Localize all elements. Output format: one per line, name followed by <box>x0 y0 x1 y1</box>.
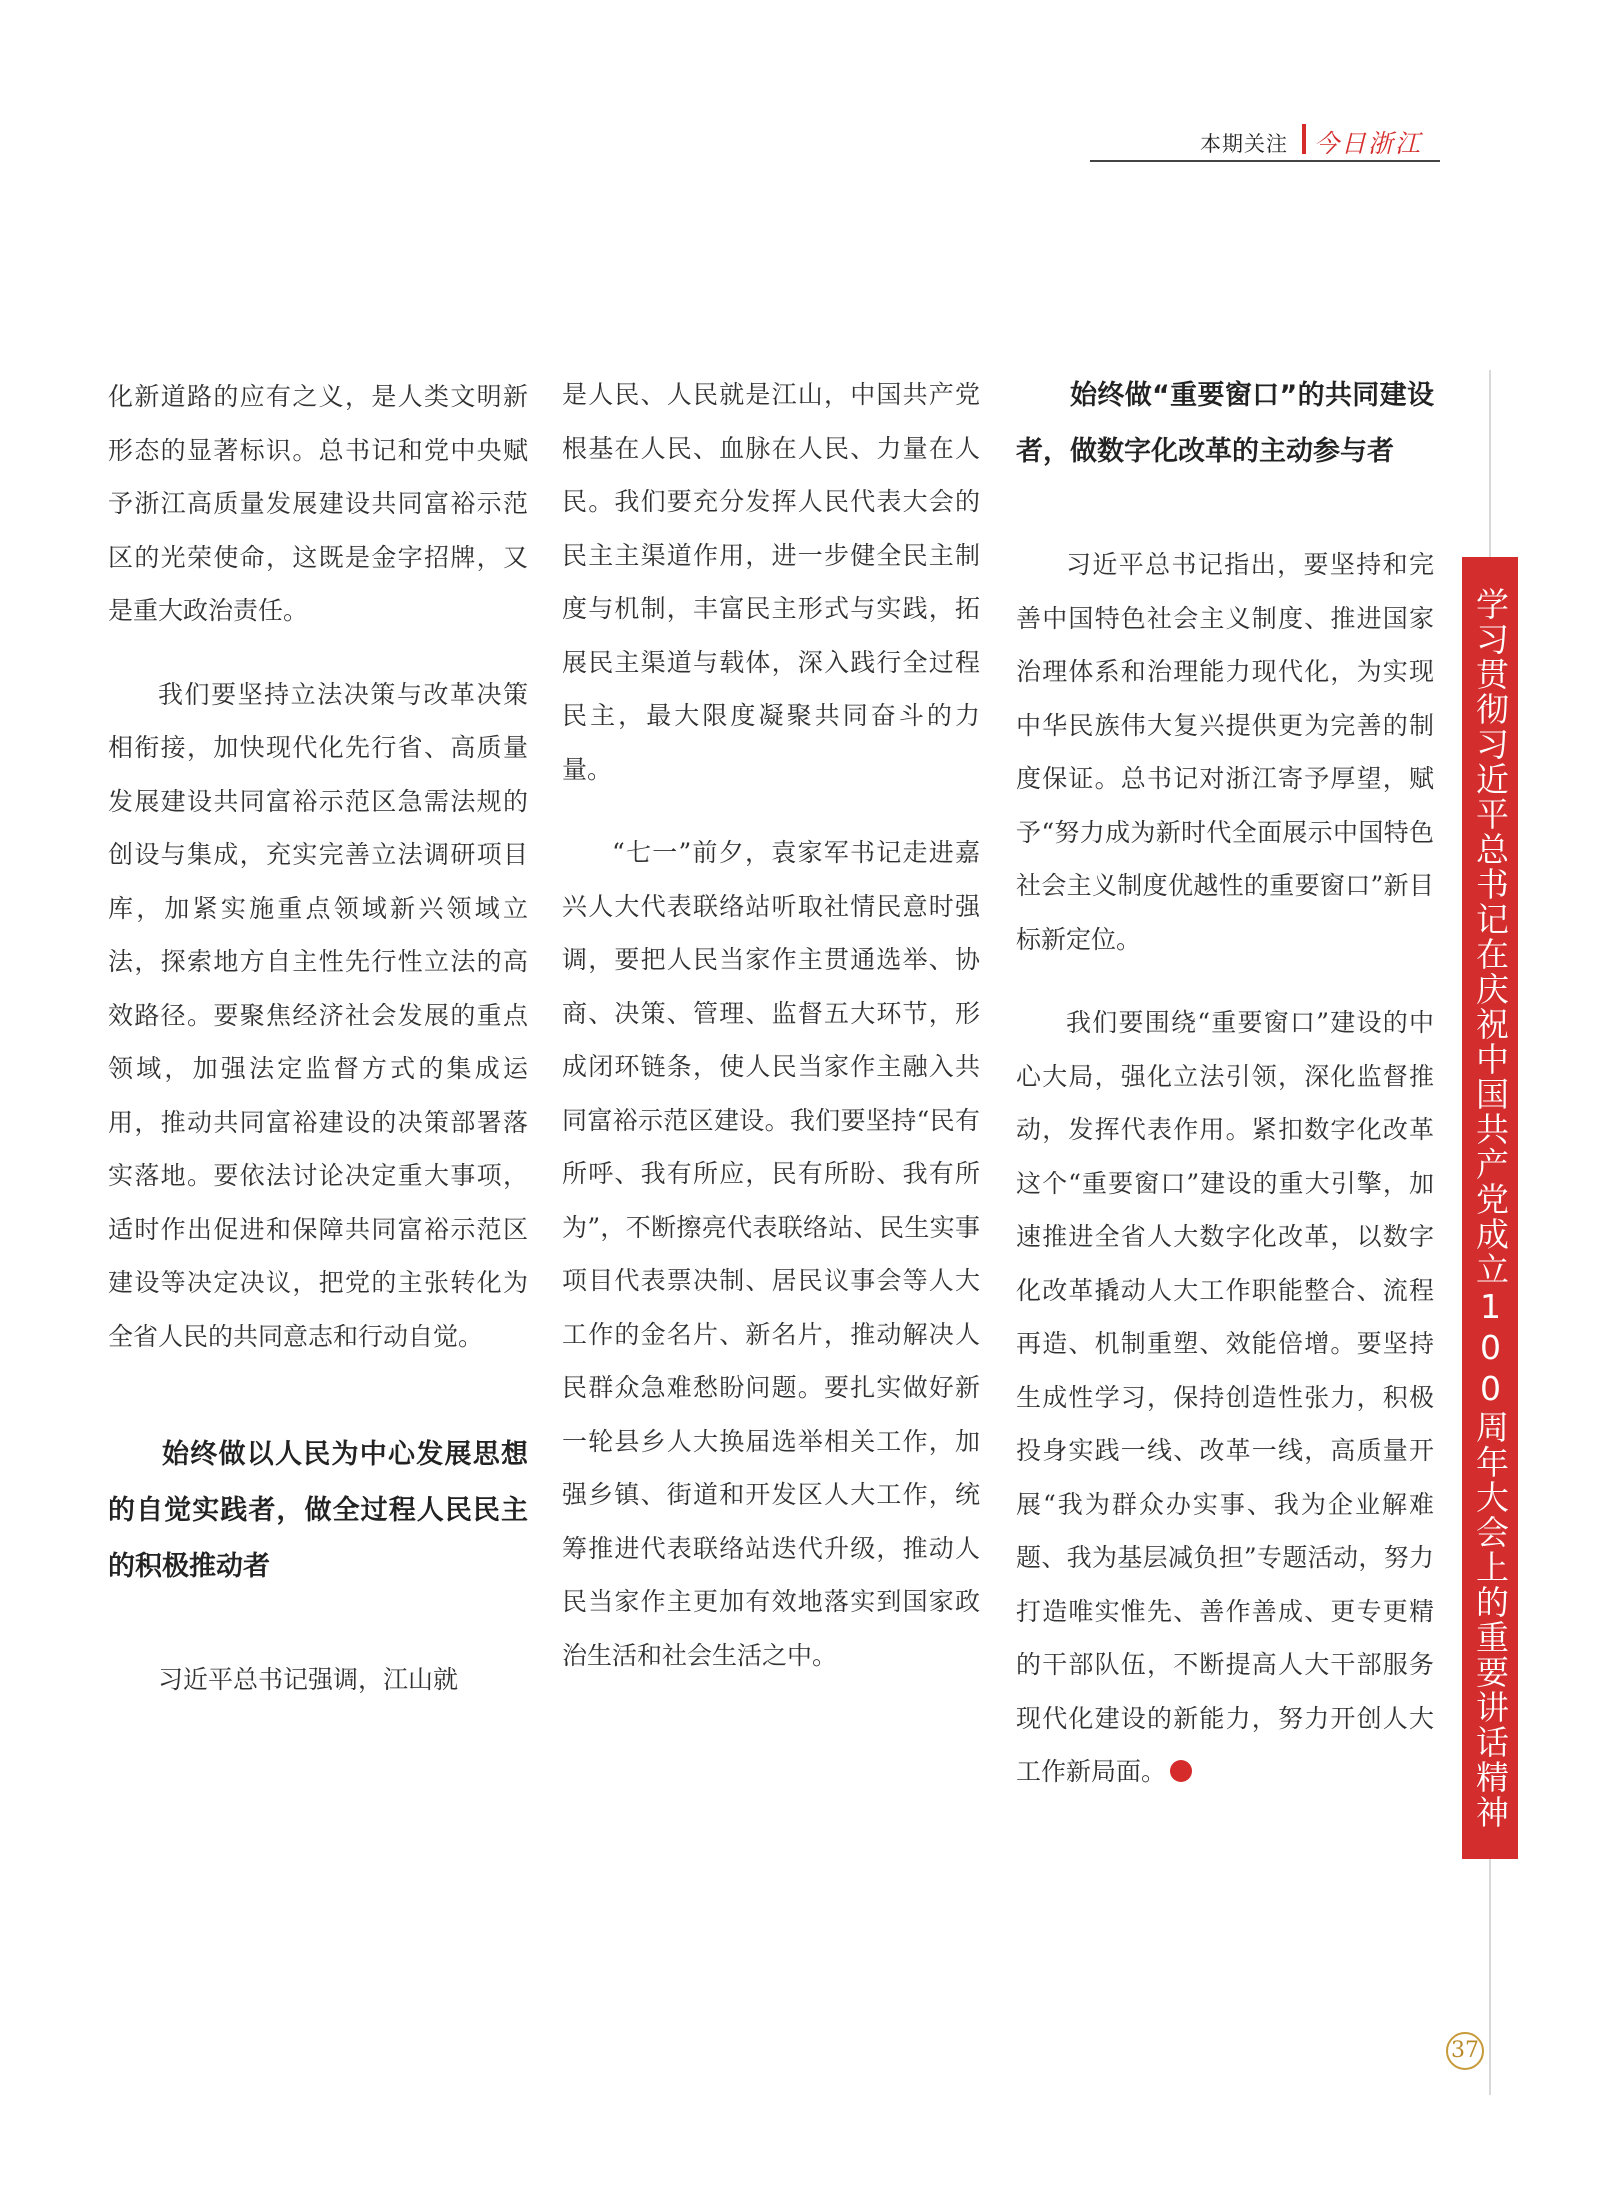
magazine-logo: 今日浙江 <box>1314 129 1423 158</box>
side-banner: 学习贯彻习近平总书记在庆祝中国共产党成立100周年大会上的重要讲话精神 <box>1462 557 1518 1859</box>
paragraph: 化新道路的应有之义，是人类文明新形态的显著标识。总书记和党中央赋予浙江高质量发展建设共同富裕示范区的光荣使命，这既是金字招牌，又是重大政治责任。 <box>108 382 528 625</box>
paragraph: 我们要坚持立法决策与改革决策相衔接，加快现代化先行省、高质量发展建设共同富裕示范区急需法规的创设与集成，充实完善立法调研项目库，加紧实施重点领域新兴领域立法，探索地方自主性先行性立法的高效路径。要聚焦经济社会发展的重点领域，加强法定监督方式的集成运用，推动共同富裕建设的决策部署落实落地。要依法讨论决定重大事项，适时作出促进和保障共同富裕示范区建设等决定决议，把党的主张转化为全省人民的共同意志和行动自觉。 <box>108 679 528 1351</box>
paragraph-text: 我们要围绕“重要窗口”建设的中心大局，强化立法引领，深化监督推动，发挥代表作用。紧扣数字化改革这个“重要窗口”建设的重大引擎，加速推进全省人大数字化改革，以数字化改革撬动人大工作职能整合、流程再造、机制重塑、效能倍增。要坚持生成性学习，保持创造性张力，积极投身实践一线、改革一线，高质量开展“我为群众办实事、我为企业解难题、我为基层减负担”专题活动，努力打造唯实惟先、善作善成、更专更精的干部队伍，不断提高人大干部服务现代化建设的新能力，努力开创人大工作新局面。 <box>1016 1008 1434 1786</box>
page-header <box>1090 120 1440 162</box>
page-number: 37 <box>1446 2032 1484 2070</box>
paragraph <box>1016 996 1434 1799</box>
paragraph: 习近平总书记强调，江山就 <box>158 1665 459 1694</box>
end-mark-icon <box>1170 1760 1192 1782</box>
section-heading: 始终做“重要窗口”的共同建设者，做数字化改革的主动参与者 <box>1016 380 1434 467</box>
column-2 <box>562 368 980 1682</box>
header-divider <box>1302 124 1306 154</box>
paragraph: 是人民、人民就是江山，中国共产党根基在人民、血脉在人民、力量在人民。我们要充分发挥人民代表大会的民主主渠道作用，进一步健全民主制度与机制，丰富民主形式与实践，拓展民主渠道与载体，深入践行全过程民主，最大限度凝聚共同奋斗的力量。 <box>562 380 980 784</box>
paragraph: 习近平总书记指出，要坚持和完善中国特色社会主义制度、推进国家治理体系和治理能力现代化，为实现中华民族伟大复兴提供更为完善的制度保证。总书记对浙江寄予厚望，赋予“努力成为新时代全面展示中国特色社会主义制度优越性的重要窗口”新目标新定位。 <box>1016 550 1434 954</box>
column-3 <box>1016 368 1434 1799</box>
column-1 <box>108 370 528 1707</box>
section-heading: 始终做以人民为中心发展思想的自觉实践者，做全过程人民民主的积极推动者 <box>108 1439 528 1582</box>
section-label: 本期关注 <box>1200 132 1288 156</box>
paragraph: “七一”前夕，袁家军书记走进嘉兴人大代表联络站听取社情民意时强调，要把人民当家作主贯通选举、协商、决策、管理、监督五大环节，形成闭环链条，使人民当家作主融入共同富裕示范区建设。我们要坚持“民有所呼、我有所应，民有所盼、我有所为”，不断擦亮代表联络站、民生实事项目代表票决制、居民议事会等人大工作的金名片、新名片，推动解决人民群众急难愁盼问题。要扎实做好新一轮县乡人大换届选举相关工作，加强乡镇、街道和开发区人大工作，统筹推进代表联络站迭代升级，推动人民当家作主更加有效地落实到国家政治生活和社会生活之中。 <box>562 838 980 1670</box>
